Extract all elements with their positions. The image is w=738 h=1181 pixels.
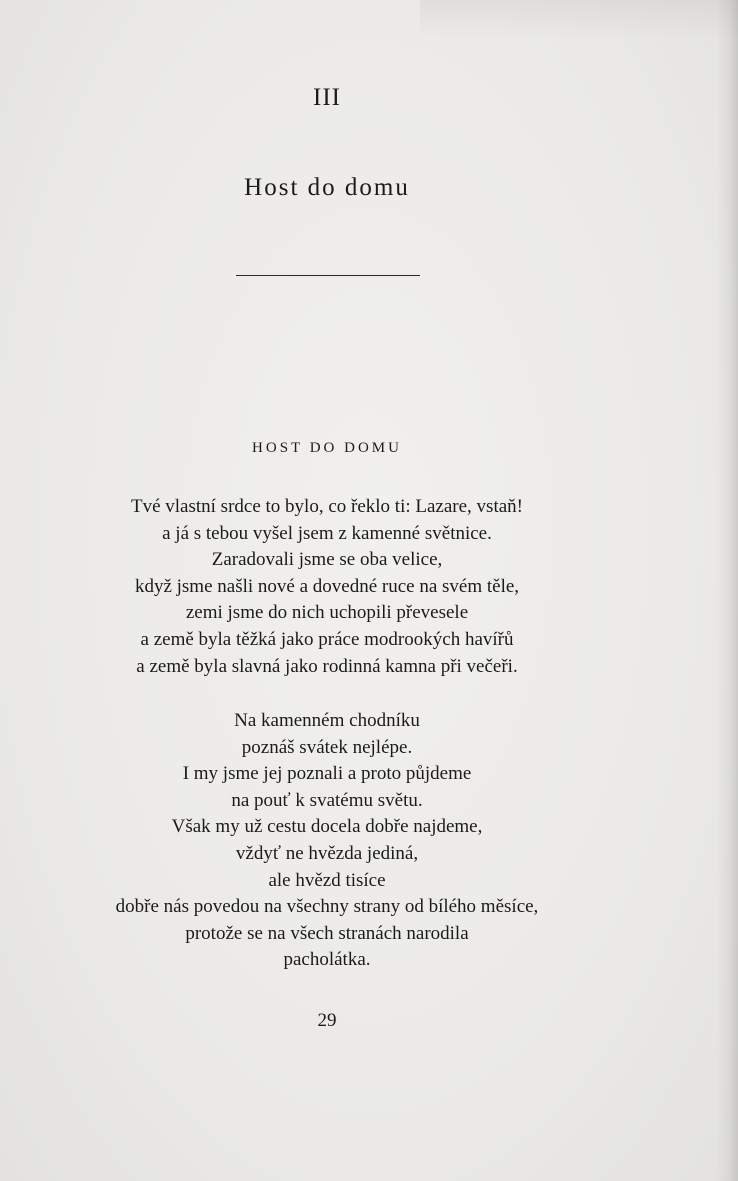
verse-line: a země byla slavná jako rodinná kamna při večeři.: [136, 655, 518, 677]
verse-line: Na kamenném chodníku: [234, 710, 420, 731]
poem-title: HOST DO DOMU: [252, 440, 402, 456]
verse-line: a já s tebou vyšel jsem z kamenné světnice.: [162, 522, 492, 544]
verse-line: ale hvězd tisíce: [268, 869, 386, 891]
part-number: III: [313, 84, 341, 111]
verse-line: Zaradovali jsme se oba velice,: [211, 549, 443, 571]
verse-line: na pouť k svatému světu.: [231, 789, 423, 811]
verse-line: Tvé vlastní srdce to bylo, co řeklo ti: Lazare, vstaň!: [130, 496, 523, 517]
verse-line: Však my už cestu docela dobře najdeme,: [171, 816, 483, 838]
page-number: 29: [317, 1010, 337, 1031]
verse-line: když jsme našli nové a dovedné ruce na svém těle,: [134, 575, 520, 597]
verse-line: pacholátka.: [283, 949, 371, 971]
verse-line: I my jsme jej poznali a proto půjdeme: [182, 763, 472, 785]
verse-line: dobře nás povedou na všechny strany od bílého měsíce,: [115, 896, 539, 918]
part-title: Host do domu: [244, 174, 410, 201]
page-shadow-top: [420, 0, 738, 40]
verse-line: vždyť ne hvězda jediná,: [235, 842, 419, 864]
verse-line: protože se na všech stranách narodila: [185, 922, 469, 944]
stanza-2: [0, 708, 654, 974]
page-edge-shadow: [716, 0, 738, 1181]
verse-line: poznáš svátek nejlépe.: [241, 736, 413, 758]
verse-line: zemi jsme do nich uchopili převesele: [185, 602, 469, 624]
verse-line: a země byla těžká jako práce modrookých havířů: [140, 628, 514, 650]
title-rule: [236, 275, 420, 276]
stanza-1: [0, 494, 654, 680]
